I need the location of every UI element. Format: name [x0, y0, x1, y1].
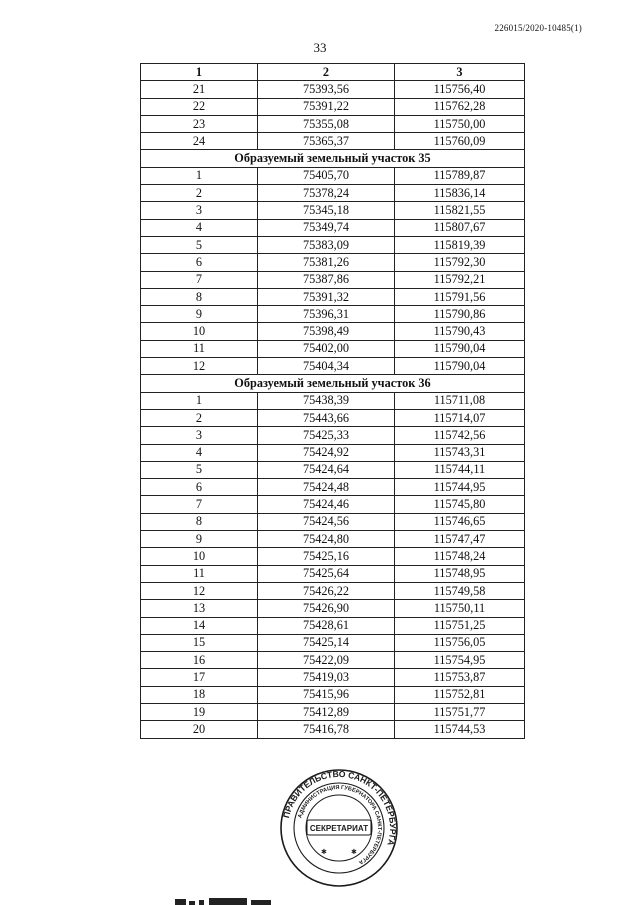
y-coordinate-cell: 115789,87	[395, 167, 525, 184]
y-coordinate-cell: 115790,04	[395, 358, 525, 375]
x-coordinate-cell: 75405,70	[258, 167, 395, 184]
x-coordinate-cell: 75424,64	[258, 461, 395, 478]
y-coordinate-cell: 115744,95	[395, 479, 525, 496]
x-coordinate-cell: 75412,89	[258, 703, 395, 720]
point-number-cell: 8	[141, 513, 258, 530]
x-coordinate-cell: 75415,96	[258, 686, 395, 703]
stamp-center-text: СЕКРЕТАРИАТ	[309, 824, 369, 833]
point-number-cell: 1	[141, 392, 258, 409]
y-coordinate-cell: 115762,28	[395, 98, 525, 115]
y-coordinate-cell: 115748,24	[395, 548, 525, 565]
y-coordinate-cell: 115754,95	[395, 652, 525, 669]
table-row	[141, 531, 525, 548]
section-title: Образуемый земельный участок 35	[141, 150, 525, 167]
y-coordinate-cell: 115760,09	[395, 133, 525, 150]
document-registration-number: 226015/2020-10485(1)	[494, 23, 582, 33]
point-number-cell: 10	[141, 323, 258, 340]
x-coordinate-cell: 75398,49	[258, 323, 395, 340]
table-row	[141, 721, 525, 738]
point-number-cell: 19	[141, 703, 258, 720]
x-coordinate-cell: 75424,46	[258, 496, 395, 513]
y-coordinate-cell: 115748,95	[395, 565, 525, 582]
x-coordinate-cell: 75426,90	[258, 600, 395, 617]
y-coordinate-cell: 115744,11	[395, 461, 525, 478]
point-number-cell: 16	[141, 652, 258, 669]
y-coordinate-cell: 115756,40	[395, 81, 525, 98]
y-coordinate-cell: 115836,14	[395, 185, 525, 202]
x-coordinate-cell: 75425,16	[258, 548, 395, 565]
y-coordinate-cell: 115792,30	[395, 254, 525, 271]
y-coordinate-cell: 115744,53	[395, 721, 525, 738]
point-number-cell: 17	[141, 669, 258, 686]
y-coordinate-cell: 115745,80	[395, 496, 525, 513]
table-row	[141, 548, 525, 565]
point-number-cell: 7	[141, 496, 258, 513]
table-row	[141, 81, 525, 98]
official-stamp	[279, 768, 399, 888]
y-coordinate-cell: 115749,58	[395, 582, 525, 599]
y-coordinate-cell: 115790,04	[395, 340, 525, 357]
point-number-cell: 14	[141, 617, 258, 634]
section-header-row	[141, 375, 525, 392]
x-coordinate-cell: 75393,56	[258, 81, 395, 98]
x-coordinate-cell: 75381,26	[258, 254, 395, 271]
point-number-cell: 3	[141, 202, 258, 219]
x-coordinate-cell: 75402,00	[258, 340, 395, 357]
table-row	[141, 703, 525, 720]
table-row	[141, 669, 525, 686]
section-title: Образуемый земельный участок 36	[141, 375, 525, 392]
x-coordinate-cell: 75416,78	[258, 721, 395, 738]
table-header-row	[141, 64, 525, 81]
stamp-star-icon: ✱	[351, 848, 357, 856]
point-number-cell: 4	[141, 444, 258, 461]
table-row	[141, 323, 525, 340]
table-row	[141, 202, 525, 219]
table-row	[141, 686, 525, 703]
y-coordinate-cell: 115742,56	[395, 427, 525, 444]
y-coordinate-cell: 115821,55	[395, 202, 525, 219]
table-row	[141, 219, 525, 236]
y-coordinate-cell: 115750,00	[395, 115, 525, 132]
x-coordinate-cell: 75387,86	[258, 271, 395, 288]
table-row	[141, 98, 525, 115]
table-row	[141, 617, 525, 634]
stamp-inner-text: АДМИНИСТРАЦИЯ ГУБЕРНАТОРА САНКТ-ПЕТЕРБУРГА	[297, 784, 383, 866]
coordinates-table	[140, 63, 525, 739]
x-coordinate-cell: 75355,08	[258, 115, 395, 132]
point-number-cell: 12	[141, 358, 258, 375]
point-number-cell: 7	[141, 271, 258, 288]
y-coordinate-cell: 115751,25	[395, 617, 525, 634]
x-coordinate-cell: 75345,18	[258, 202, 395, 219]
y-coordinate-cell: 115743,31	[395, 444, 525, 461]
point-number-cell: 21	[141, 81, 258, 98]
table-row	[141, 133, 525, 150]
y-coordinate-cell: 115750,11	[395, 600, 525, 617]
x-coordinate-cell: 75378,24	[258, 185, 395, 202]
x-coordinate-cell: 75425,33	[258, 427, 395, 444]
section-header-row	[141, 150, 525, 167]
x-coordinate-cell: 75424,48	[258, 479, 395, 496]
point-number-cell: 1	[141, 167, 258, 184]
x-coordinate-cell: 75422,09	[258, 652, 395, 669]
point-number-cell: 11	[141, 565, 258, 582]
point-number-cell: 5	[141, 461, 258, 478]
column-header: 3	[395, 64, 525, 81]
y-coordinate-cell: 115807,67	[395, 219, 525, 236]
column-header: 2	[258, 64, 395, 81]
table-row	[141, 479, 525, 496]
point-number-cell: 12	[141, 582, 258, 599]
x-coordinate-cell: 75425,14	[258, 634, 395, 651]
y-coordinate-cell: 115792,21	[395, 271, 525, 288]
table-row	[141, 340, 525, 357]
y-coordinate-cell: 115746,65	[395, 513, 525, 530]
table-row	[141, 600, 525, 617]
point-number-cell: 2	[141, 409, 258, 426]
x-coordinate-cell: 75438,39	[258, 392, 395, 409]
table-row	[141, 306, 525, 323]
y-coordinate-cell: 115714,07	[395, 409, 525, 426]
x-coordinate-cell: 75396,31	[258, 306, 395, 323]
y-coordinate-cell: 115751,77	[395, 703, 525, 720]
column-header: 1	[141, 64, 258, 81]
table-row	[141, 652, 525, 669]
y-coordinate-cell: 115711,08	[395, 392, 525, 409]
y-coordinate-cell: 115752,81	[395, 686, 525, 703]
point-number-cell: 8	[141, 288, 258, 305]
x-coordinate-cell: 75443,66	[258, 409, 395, 426]
point-number-cell: 6	[141, 254, 258, 271]
table-row	[141, 392, 525, 409]
point-number-cell: 5	[141, 236, 258, 253]
table-row	[141, 185, 525, 202]
point-number-cell: 6	[141, 479, 258, 496]
table-row	[141, 513, 525, 530]
x-coordinate-cell: 75404,34	[258, 358, 395, 375]
x-coordinate-cell: 75419,03	[258, 669, 395, 686]
table-row	[141, 236, 525, 253]
table-row	[141, 461, 525, 478]
point-number-cell: 15	[141, 634, 258, 651]
table-row	[141, 409, 525, 426]
table-row	[141, 444, 525, 461]
table-row	[141, 634, 525, 651]
point-number-cell: 13	[141, 600, 258, 617]
table-row	[141, 254, 525, 271]
point-number-cell: 22	[141, 98, 258, 115]
point-number-cell: 4	[141, 219, 258, 236]
point-number-cell: 11	[141, 340, 258, 357]
table-row	[141, 427, 525, 444]
x-coordinate-cell: 75424,56	[258, 513, 395, 530]
page-number: 33	[313, 40, 327, 55]
table-row	[141, 288, 525, 305]
y-coordinate-cell: 115791,56	[395, 288, 525, 305]
point-number-cell: 10	[141, 548, 258, 565]
y-coordinate-cell: 115756,05	[395, 634, 525, 651]
y-coordinate-cell: 115819,39	[395, 236, 525, 253]
stamp-outer-text: ПРАВИТЕЛЬСТВО САНКТ-ПЕТЕРБУРГА	[281, 768, 399, 847]
x-coordinate-cell: 75365,37	[258, 133, 395, 150]
point-number-cell: 9	[141, 531, 258, 548]
point-number-cell: 3	[141, 427, 258, 444]
x-coordinate-cell: 75426,22	[258, 582, 395, 599]
table-row	[141, 496, 525, 513]
y-coordinate-cell: 115747,47	[395, 531, 525, 548]
cropped-bottom-marking	[175, 896, 275, 905]
table-row	[141, 167, 525, 184]
table-row	[141, 358, 525, 375]
x-coordinate-cell: 75428,61	[258, 617, 395, 634]
x-coordinate-cell: 75425,64	[258, 565, 395, 582]
point-number-cell: 20	[141, 721, 258, 738]
coordinates-table-body	[141, 64, 525, 739]
y-coordinate-cell: 115753,87	[395, 669, 525, 686]
x-coordinate-cell: 75391,32	[258, 288, 395, 305]
x-coordinate-cell: 75391,22	[258, 98, 395, 115]
x-coordinate-cell: 75424,80	[258, 531, 395, 548]
point-number-cell: 18	[141, 686, 258, 703]
y-coordinate-cell: 115790,43	[395, 323, 525, 340]
stamp-star-icon: ✱	[321, 848, 327, 856]
point-number-cell: 24	[141, 133, 258, 150]
table-row	[141, 115, 525, 132]
point-number-cell: 23	[141, 115, 258, 132]
table-row	[141, 582, 525, 599]
x-coordinate-cell: 75424,92	[258, 444, 395, 461]
point-number-cell: 9	[141, 306, 258, 323]
table-row	[141, 565, 525, 582]
y-coordinate-cell: 115790,86	[395, 306, 525, 323]
table-row	[141, 271, 525, 288]
x-coordinate-cell: 75349,74	[258, 219, 395, 236]
x-coordinate-cell: 75383,09	[258, 236, 395, 253]
point-number-cell: 2	[141, 185, 258, 202]
